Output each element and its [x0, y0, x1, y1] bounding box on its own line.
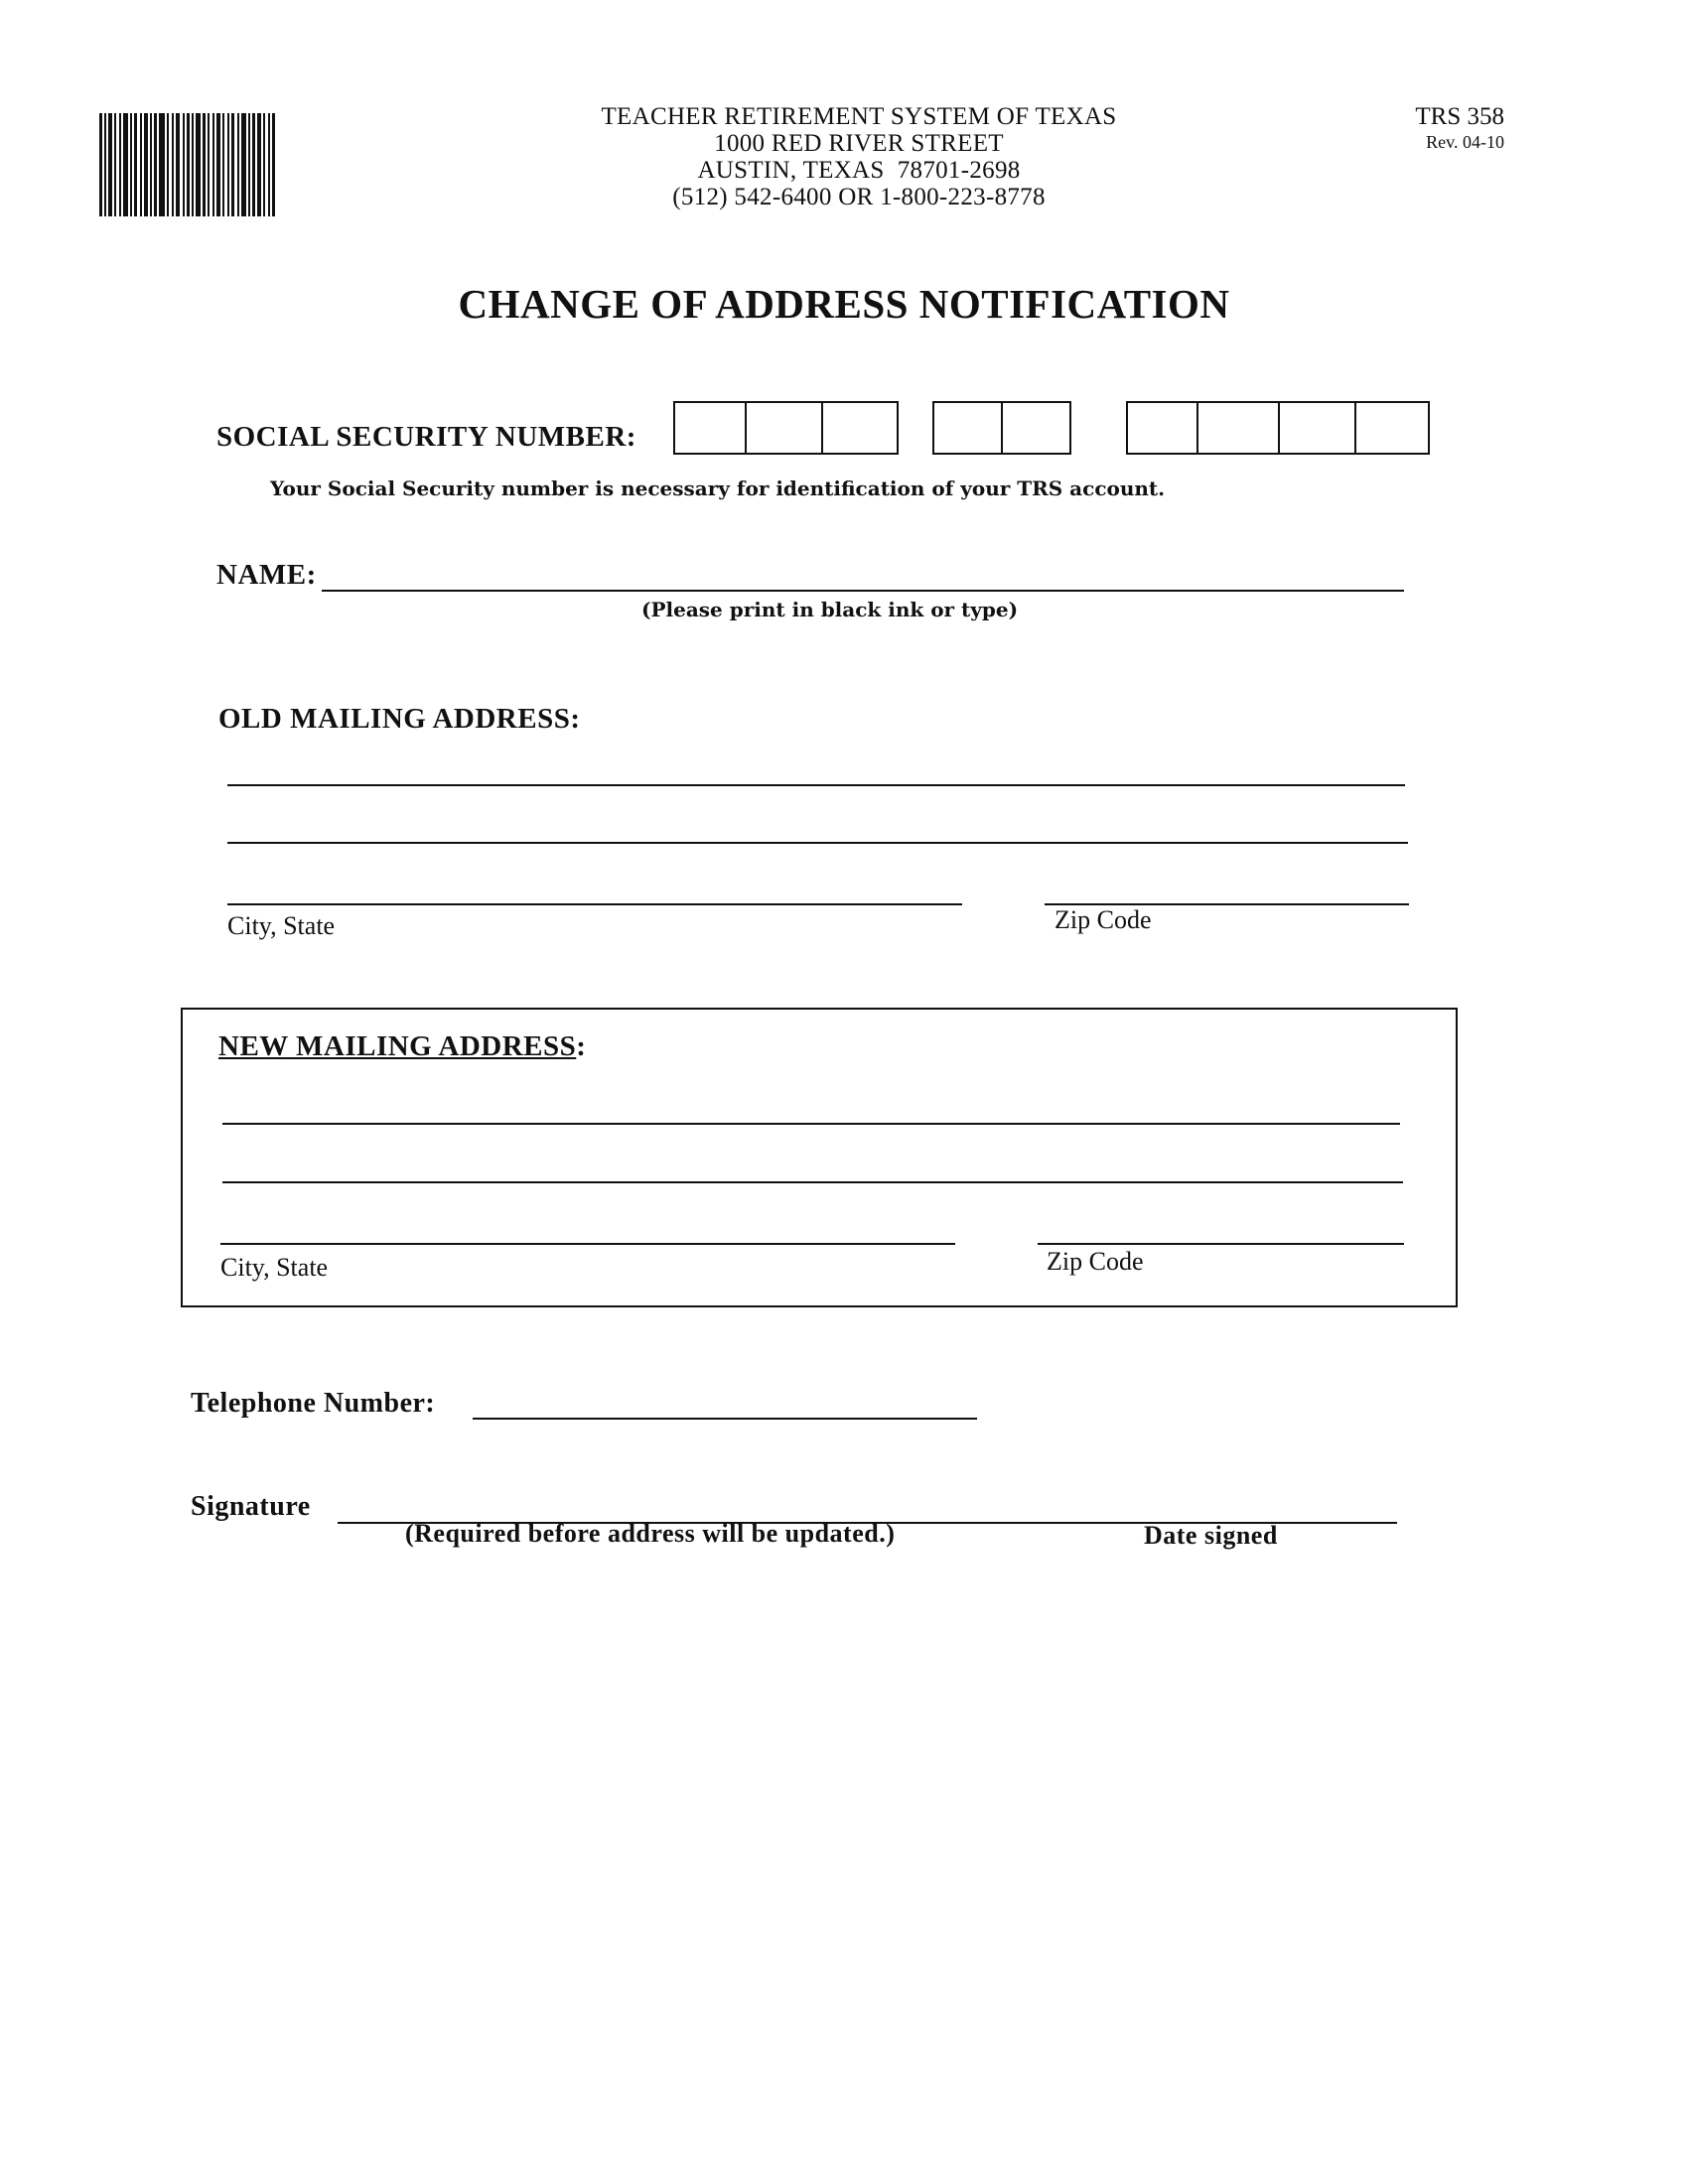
old-address-label: OLD MAILING ADDRESS: [218, 703, 581, 735]
new-city-state-field[interactable] [220, 1243, 955, 1245]
ssn-digit-box[interactable] [1128, 403, 1198, 453]
ssn-digit-box[interactable] [1280, 403, 1356, 453]
new-address-line-1[interactable] [222, 1123, 1400, 1125]
form-revision: Rev. 04-10 [1426, 132, 1504, 152]
ssn-digit-box[interactable] [747, 403, 822, 453]
ssn-digit-box[interactable] [1356, 403, 1428, 453]
form-number-block [1380, 103, 1504, 154]
signature-label: Signature [191, 1491, 311, 1522]
new-address-line-2[interactable] [222, 1181, 1403, 1183]
old-zip-label: Zip Code [1055, 905, 1152, 934]
date-signed-label: Date signed [1144, 1521, 1278, 1550]
ssn-digit-box[interactable] [1198, 403, 1280, 453]
signature-note: (Required before address will be updated.) [405, 1519, 896, 1548]
form-number: TRS 358 [1415, 103, 1504, 130]
telephone-field[interactable] [473, 1418, 977, 1420]
name-label: NAME: [216, 559, 317, 591]
new-address-label: NEW MAILING ADDRESS [218, 1030, 577, 1062]
page-title: CHANGE OF ADDRESS NOTIFICATION [458, 281, 1230, 327]
ssn-digit-box[interactable] [675, 403, 747, 453]
new-city-state-label: City, State [220, 1253, 329, 1282]
agency-name: TEACHER RETIREMENT SYSTEM OF TEXAS [601, 103, 1117, 130]
new-zip-label: Zip Code [1047, 1247, 1144, 1276]
barcode-image [99, 113, 352, 216]
ssn-note: Your Social Security number is necessary for identification of your TRS account. [270, 477, 1166, 500]
agency-phone: (512) 542-6400 OR 1-800-223-8778 [672, 184, 1046, 210]
new-address-label-colon: : [576, 1030, 587, 1062]
ssn-digit-box[interactable] [1003, 403, 1069, 453]
old-address-line-2[interactable] [227, 842, 1408, 844]
agency-address-block [536, 103, 1182, 210]
barcode-gap [275, 113, 278, 216]
name-note: (Please print in black ink or type) [641, 598, 1019, 621]
agency-street: 1000 RED RIVER STREET [714, 130, 1004, 157]
ssn-digit-box[interactable] [823, 403, 897, 453]
old-city-state-label: City, State [227, 911, 336, 940]
new-address-heading [218, 1030, 586, 1063]
agency-city: AUSTIN, TEXAS 78701-2698 [697, 157, 1021, 184]
ssn-area-group[interactable] [673, 401, 899, 455]
new-zip-field[interactable] [1038, 1243, 1404, 1245]
ssn-label: SOCIAL SECURITY NUMBER: [216, 421, 636, 453]
ssn-serial-group[interactable] [1126, 401, 1430, 455]
name-field[interactable] [322, 590, 1404, 592]
old-city-state-field[interactable] [227, 903, 962, 905]
ssn-group-group[interactable] [932, 401, 1071, 455]
old-address-line-1[interactable] [227, 784, 1405, 786]
telephone-label: Telephone Number: [191, 1388, 436, 1419]
ssn-digit-box[interactable] [934, 403, 1003, 453]
